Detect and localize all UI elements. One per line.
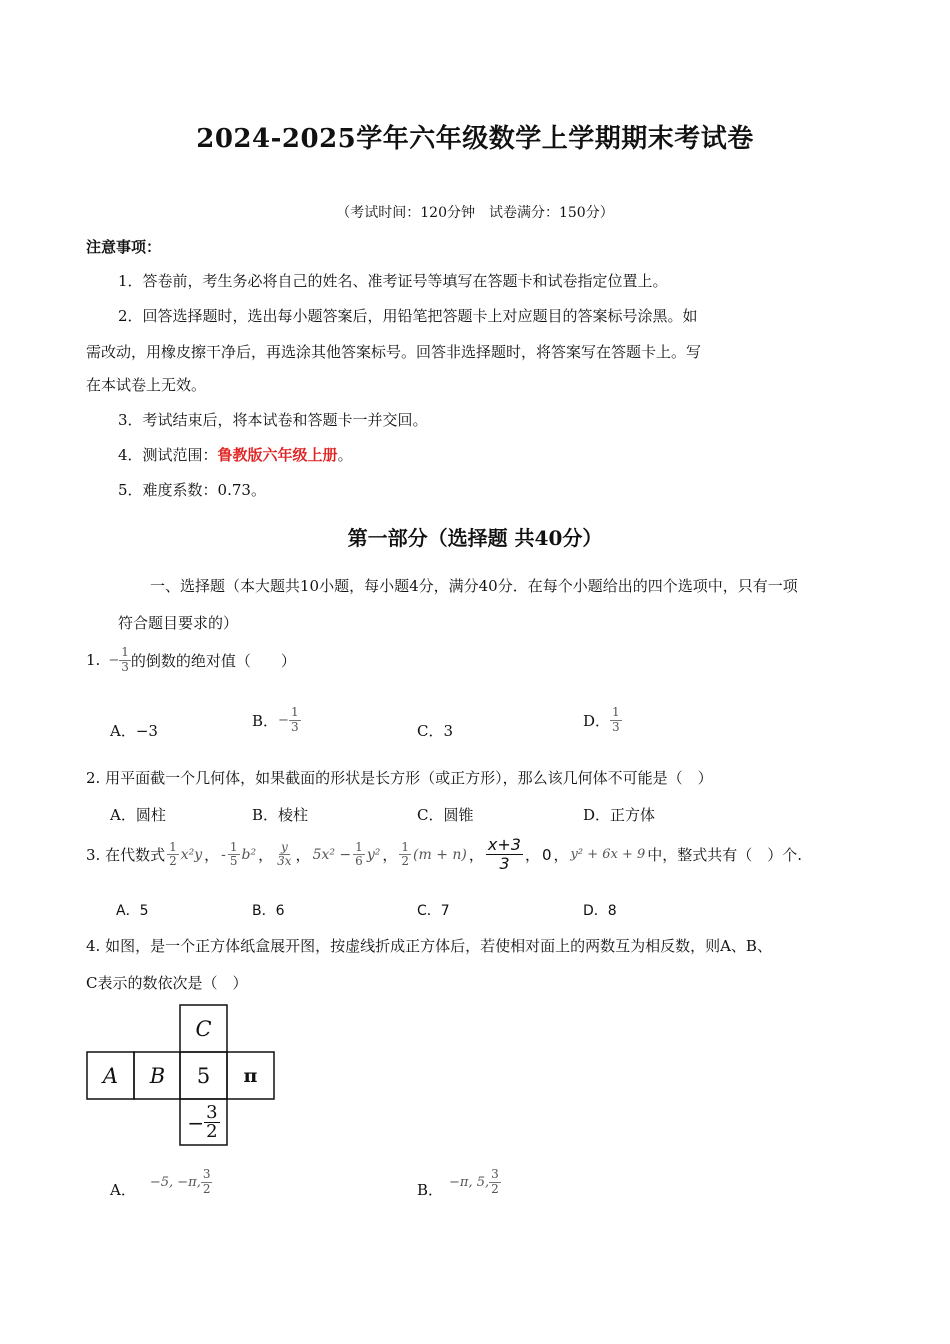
notice-heading: 注意事项： [86,238,162,256]
q4-option-a-label: A． [110,1181,136,1199]
q3-sep-7: ， [553,846,569,865]
q4-option-a-value: −5, −π, [149,1175,201,1190]
q4-option-a-fraction [201,1168,213,1197]
q3-expr-4-tail: y² [366,846,381,863]
notice-item-4-prefix: 4．测试范围： [118,446,218,464]
notice-item-1: 1．答卷前，考生务必将自己的姓名、准考证号等填写在答题卡和试卷指定位置上。 [118,272,668,290]
q3-e3-num: y [280,839,288,854]
q3-e2-num: 1 [229,839,238,854]
q1-option-b-num: 1 [290,705,299,719]
q1-option-b-label: B． [252,711,279,730]
q1-option-b-neg: − [278,712,289,728]
q2-option-a: A．圆柱 [110,806,166,824]
net-label-a: A [102,1063,119,1088]
question-1 [86,646,296,675]
q2-option-b: B．棱柱 [252,806,309,824]
net-frac-den: 2 [206,1121,218,1142]
q3-expr-5-tail: (m + n) [413,846,467,863]
q3-e1-num: 1 [169,839,177,854]
q4-option-b-fraction [489,1168,501,1197]
q3-expr-7: 0 [541,845,552,864]
q3-sep-5: ， [468,846,484,865]
q3-expr-2-neg: - [221,846,226,863]
notice-item-4-suffix: 。 [337,446,353,464]
q3-sep-1: ， [204,846,220,865]
q1-text: 的倒数的绝对值（ ） [130,651,296,670]
question-2: 2. 用平面截一个几何体，如果截面的形状是长方形（或正方形），那么该几何体不可能是（ ） [86,769,713,787]
q3-expr-2-frac [228,841,240,870]
question-3 [86,836,802,874]
q3-expr-4-frac [353,841,365,870]
q4-option-a [110,1165,212,1200]
q1-option-d-den: 3 [612,719,620,734]
notice-item-5: 5．难度系数：0.73。 [118,481,266,499]
q3-option-c: C．7 [417,903,450,919]
q1-number: 1. [86,651,101,670]
net-fraction [204,1104,219,1141]
q1-option-c: C．3 [417,722,454,740]
q3-e2-den: 5 [229,854,238,869]
q3-e4-den: 6 [355,854,363,869]
q1-option-b-fraction [289,706,301,735]
q3-e6-num: x+3 [487,835,521,854]
net-label-pi: π [243,1064,258,1087]
notice-item-4 [118,444,353,465]
q3-e5-den: 2 [401,854,409,869]
net-label-b: B [149,1063,166,1088]
q2-option-d: D．正方体 [583,806,656,824]
net-label-five: 5 [196,1063,211,1088]
q4-option-a-den: 2 [202,1182,211,1196]
q1-option-d-num: 1 [612,705,620,719]
notice-item-3: 3．考试结束后，将本试卷和答题卡一并交回。 [118,411,428,429]
q4-option-a-num: 3 [202,1167,211,1182]
q4-option-b-value: −π, 5, [449,1175,490,1190]
q1-frac-num: 1 [121,645,129,659]
test-scope-highlight: 鲁教版六年级上册 [217,446,338,464]
q1-fraction [119,646,131,675]
q3-option-b: B．6 [252,903,285,919]
q3-option-a: A．5 [116,903,149,919]
q1-neg-sign: − [108,652,120,668]
notice-item-2-cont2: 在本试卷上无效。 [86,376,207,394]
q1-option-d-label: D． [583,711,611,730]
section-title: 第一部分（选择题 共40分） [347,526,603,550]
notice-item-2: 2．回答选择题时，选出每小题答案后，用铅笔把答题卡上对应题目的答案标号涂黑。如 [118,307,698,325]
q1-option-b-den: 3 [290,719,299,734]
q3-e1-den: 2 [169,854,177,869]
net-label-neg-three-halves [180,1099,227,1146]
q4-option-b-label: B． [417,1181,444,1199]
q3-expr-3-frac [275,841,293,870]
q3-expr-1-tail: x²y [180,846,203,863]
question-4: 4. 如图，是一个正方体纸盒展开图，按虚线折成正方体后，若使相对面上的两数互为相反数，则A、B、 [86,937,772,955]
cube-net-figure [86,1004,276,1146]
q4-option-b-den: 2 [491,1182,499,1196]
q3-sep-4: ， [382,846,398,865]
q1-option-d-fraction [610,706,622,735]
q1-frac-den: 3 [121,659,129,674]
q3-e4-num: 1 [355,839,363,854]
q3-option-d: D．8 [583,903,617,919]
q4-option-b [417,1165,501,1200]
q3-sep-3: ， [295,846,311,865]
q1-option-d [583,706,622,735]
q3-expr-1-frac [167,841,179,870]
q3-e3-den: 3x [277,854,292,869]
q3-sep-2: ， [258,846,274,865]
net-label-c: C [195,1016,212,1041]
net-frac-num: 3 [206,1102,218,1123]
q3-expr-2-tail: b² [241,846,257,863]
q3-sep-6: ， [524,846,540,865]
section-instructions-cont: 符合题目要求的） [118,614,239,632]
exam-info: （考试时间：120分钟 试卷满分：150分） [336,205,614,221]
page-title: 2024-2025学年六年级数学上学期期末考试卷 [196,124,754,154]
q3-expr-4-head: 5x² − [312,846,352,863]
q3-e5-num: 1 [401,839,409,854]
q3-suffix: 中，整式共有（ ）个. [647,846,803,865]
q3-expr-6-frac [486,836,523,874]
q1-option-b [252,706,301,735]
q3-prefix: 3. 在代数式 [86,846,166,865]
section-instructions: 一、选择题（本大题共10小题，每小题4分，满分40分．在每个小题给出的四个选项中，只有一项 [150,577,798,595]
q3-expr-5-frac [399,841,411,870]
net-neg-sign: − [187,1110,205,1135]
q4-option-b-num: 3 [491,1167,499,1182]
question-4-cont: C表示的数依次是（ ） [86,974,248,992]
q1-option-a: A．−3 [110,722,158,740]
q2-option-c: C．圆锥 [417,806,474,824]
q3-e6-den: 3 [499,854,510,874]
notice-item-2-cont: 需改动，用橡皮擦干净后，再选涂其他答案标号。回答非选择题时，将答案写在答题卡上。写 [86,343,702,361]
q3-expr-8: y² + 6x + 9 [570,847,646,863]
